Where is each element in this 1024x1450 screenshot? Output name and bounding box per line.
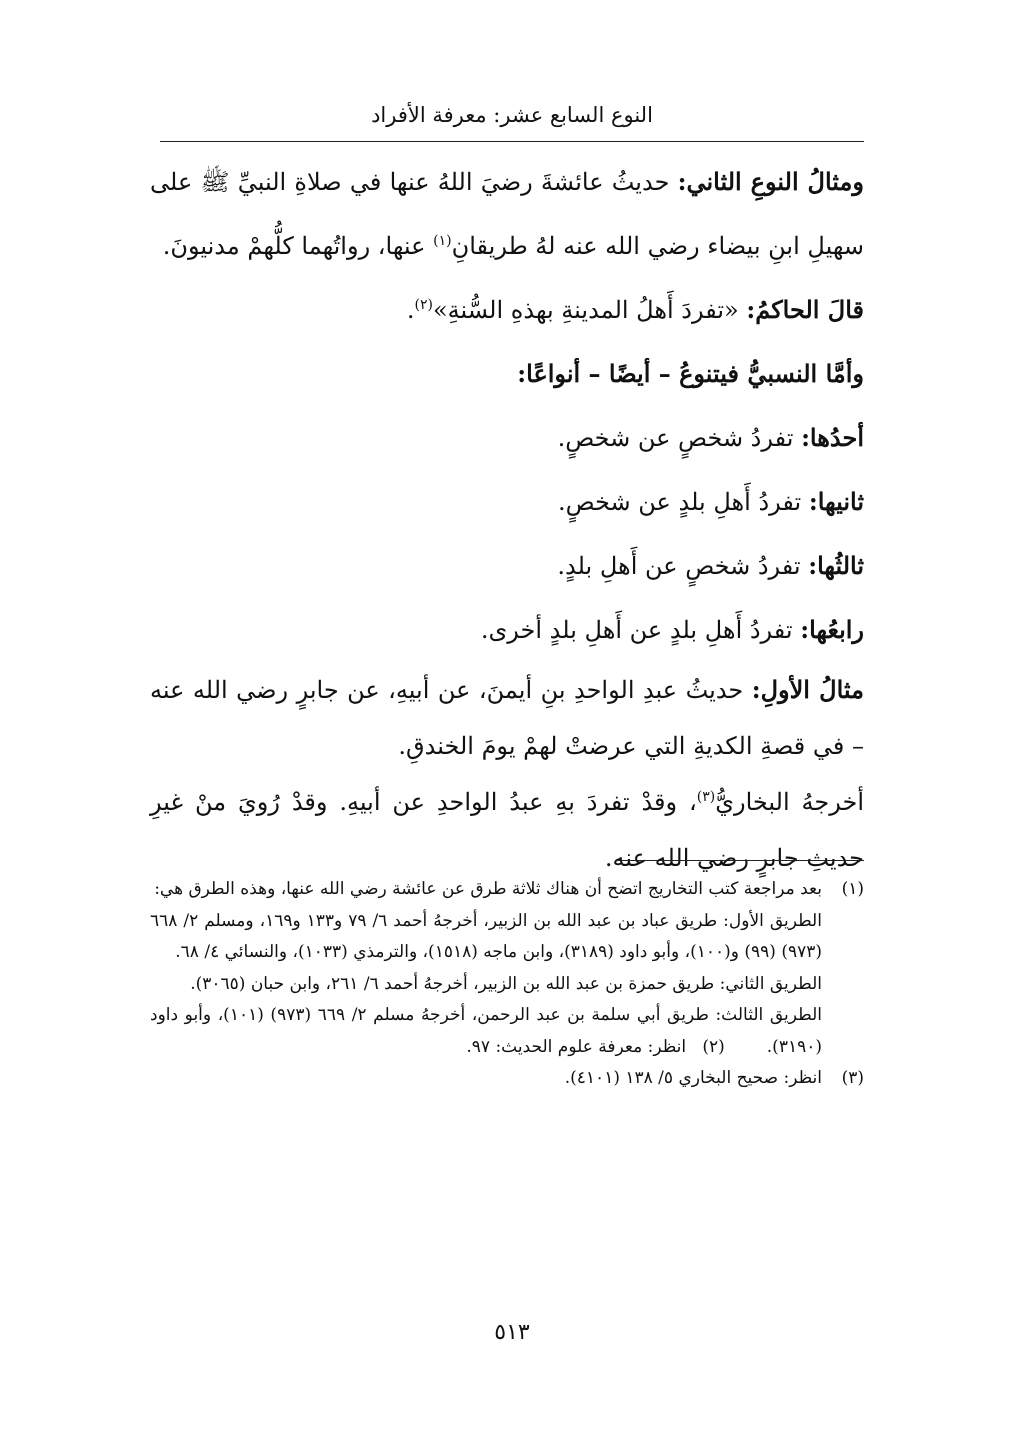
paragraph-lead: أحدُها: — [801, 423, 864, 452]
footnote-reference-1: (١) — [433, 233, 452, 249]
paragraph-lead: ثالثُها: — [808, 551, 864, 580]
paragraph-text: تفردُ شخصٍ عن شخصٍ. — [557, 424, 802, 452]
page-number: ٥١٣ — [494, 1320, 530, 1345]
paragraph-text: تفردُ شخصٍ عن أَهلِ بلدٍ. — [557, 552, 809, 580]
paragraph-type-three — [150, 534, 864, 598]
paragraph-text: تفردُ أَهلِ بلدٍ عن أَهلِ بلدٍ أخرى. — [480, 616, 801, 644]
footnote-number: (٢) — [702, 1036, 725, 1057]
footnote-1 — [150, 874, 864, 1063]
paragraph-example-first — [150, 662, 864, 774]
footnote-reference-3: (٣) — [696, 789, 716, 805]
paragraph-example-second-type — [150, 150, 864, 278]
footnote-number: (٣) — [841, 1068, 864, 1088]
footnote-line: بعد مراجعة كتب التخاريج اتضح أن هناك ثلاثة طرق عن عائشة رضي الله عنها، وهذه الطرق هي: — [154, 879, 822, 899]
footnote-body — [150, 1063, 822, 1095]
header-rule — [160, 141, 864, 142]
footnote-line: الطريق الثاني: طريق حمزة بن عبد الله بن الزبير، أخرجهُ أحمد ٦/ ٢٦١، وابن حبان (٣٠٦٥). — [190, 973, 822, 994]
paragraph-lead: ثانيها: — [808, 487, 864, 516]
paragraph-text: «تفردَ أَهلُ المدينةِ بهذهِ السُّنةِ» — [432, 296, 747, 324]
paragraph-lead: مثالُ الأولِ: — [751, 675, 864, 704]
running-header: النوع السابع عشر: معرفة الأفراد — [371, 103, 653, 127]
footnote-reference-2: (٢) — [414, 297, 433, 313]
footnote-text: انظر: معرفة علوم الحديث: ٩٧. — [466, 1036, 687, 1057]
footnote-3 — [150, 1063, 864, 1095]
paragraph-text: حديثُ عائشةَ رضيَ اللهُ عنها في صلاةِ النبيِّ ﷺ على سهيلِ ابنِ بيضاء رضي الله عنه لهُ طريقانِ — [150, 168, 864, 260]
paragraph-relative-types: وأمَّا النسبيُّ فيتنوعُ – أيضًا – أنواعًا: — [517, 359, 864, 388]
paragraph-bukhari — [150, 774, 864, 886]
paragraph-lead: قالَ الحاكمُ: — [746, 295, 864, 324]
footnote-text: الطريق الثالث: طريق أبي سلمة بن عبد الرحمن، أخرجهُ مسلم ٢/ ٦٦٩ (٩٧٣) (١٠١)، وأبو داود (٣١٩٠). — [150, 1005, 822, 1057]
paragraph-text-tail: ، وقدْ تفردَ بهِ عبدُ الواحدِ عن أبيهِ. وقدْ رُويَ منْ غيرِ حديثِ جابرٍ رضي الله عنه. — [150, 788, 864, 872]
footnote-2 — [466, 1032, 724, 1064]
main-text — [150, 150, 864, 886]
footnote-number: (١) — [841, 879, 864, 899]
paragraph-text-tail: . — [406, 296, 415, 324]
paragraph-lead: ومثالُ النوعِ الثاني: — [677, 167, 864, 196]
footnote-body — [150, 874, 822, 1063]
paragraph-text: حديثُ عبدِ الواحدِ بنِ أيمنَ، عن أبيهِ، عن جابرٍ رضي الله عنه – في قصةِ الكديةِ التي عرضتْ لهمْ يومَ الخندقِ. — [150, 676, 864, 760]
paragraph-text-tail: عنها، رواتُهما كلُّهمْ مدنيونَ. — [162, 232, 434, 260]
paragraph-text: أخرجهُ البخاريُّ — [715, 788, 864, 816]
paragraph-type-one — [150, 406, 864, 470]
footnote-text: انظر: صحيح البخاري ٥/ ١٣٨ (٤١٠١). — [564, 1068, 822, 1088]
footnote-line: الطريق الأول: طريق عباد بن عبد الله بن الزبير، أخرجهُ أحمد ٦/ ٧٩ و١٣٣ و١٦٩، ومسلم ٢/ ٦٦٨ (٩٧٣) (٩٩) و(١٠٠)، وأبو داود (٣١٨٩)، وابن ماجه (١٥١٨)، والترمذي (١٠٣٣)، والنسائي ٤/ ٦٨. — [150, 910, 822, 962]
paragraph-type-two — [150, 470, 864, 534]
paragraph-type-four — [150, 598, 864, 662]
paragraph-lead: رابعُها: — [800, 615, 864, 644]
footnote-line — [150, 1000, 822, 1063]
paragraph-hakim-quote — [150, 278, 864, 342]
footnote-rule — [616, 860, 864, 861]
paragraph-text: تفردُ أَهلِ بلدٍ عن شخصٍ. — [558, 488, 809, 516]
footnotes — [150, 874, 864, 1095]
